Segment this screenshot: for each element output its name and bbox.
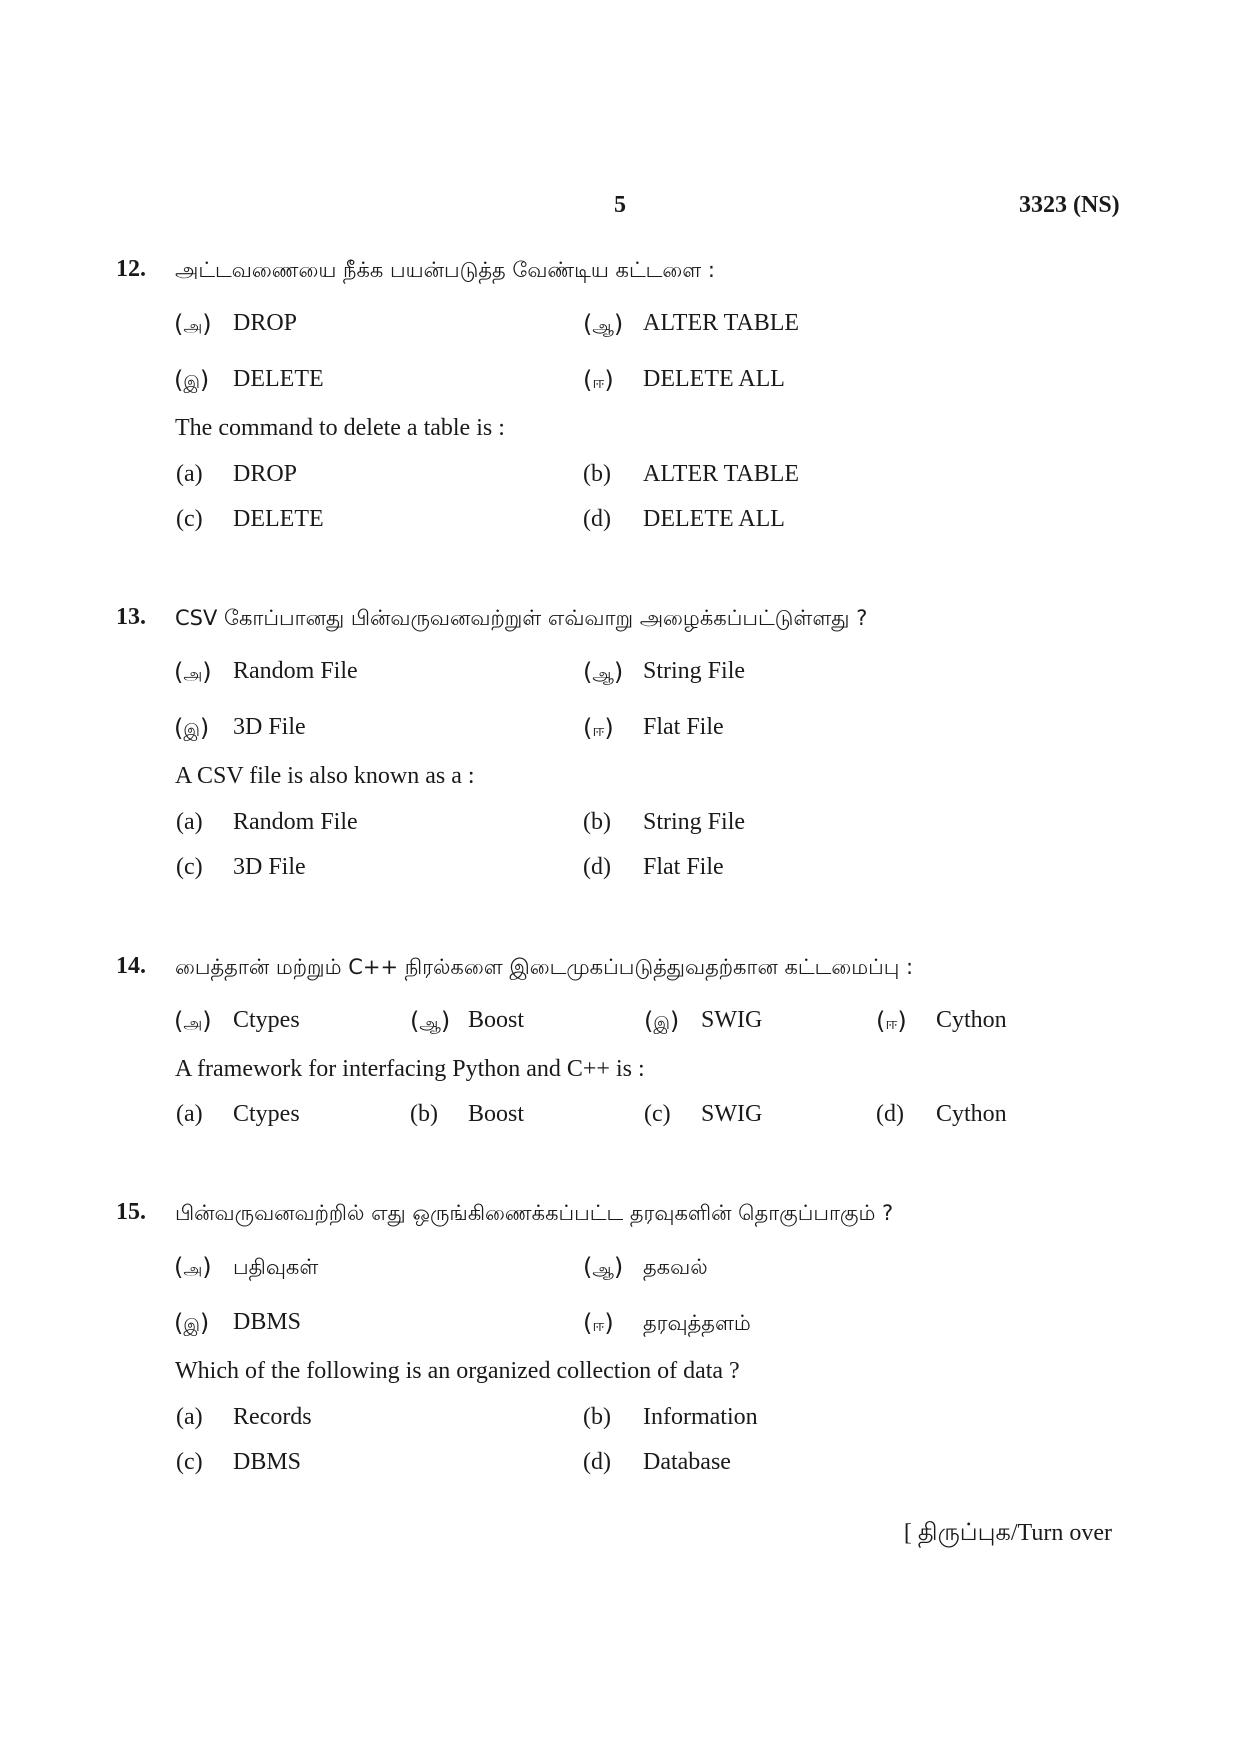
english-label-a: (a) [176,1101,203,1127]
tamil-label-a: (அ) [174,1007,212,1035]
page-number: 5 [614,192,626,218]
english-option-a: Ctypes [233,1101,300,1127]
question-number: 12. [116,256,146,282]
question-number: 13. [116,604,146,630]
tamil-option-b: தகவல் [643,1255,708,1279]
tamil-label-b: (ஆ) [583,310,624,338]
tamil-label-b: (ஆ) [583,1253,624,1281]
tamil-option-b: Boost [468,1007,525,1033]
english-option-b: Information [643,1404,758,1430]
english-option-d: Flat File [643,854,724,880]
tamil-option-d: தரவுத்தளம் [643,1311,751,1335]
tamil-option-d: Flat File [643,714,724,740]
english-option-d: Cython [936,1101,1007,1127]
english-option-a: Random File [233,809,358,835]
english-option-d: Database [643,1449,731,1475]
tamil-label-d: (ஈ) [876,1007,907,1035]
english-label-b: (b) [583,1404,611,1430]
english-option-c: 3D File [233,854,306,880]
english-label-d: (d) [583,1449,611,1475]
tamil-label-a: (அ) [174,1253,212,1281]
english-label-c: (c) [176,854,203,880]
tamil-option-c: DBMS [233,1309,302,1335]
tamil-label-c: (இ) [644,1007,680,1035]
tamil-label-d: (ஈ) [583,366,614,394]
tamil-label-a: (அ) [174,658,212,686]
english-question: A framework for interfacing Python and C++ is : [175,1056,645,1082]
english-label-b: (b) [583,461,611,487]
english-label-c: (c) [644,1101,671,1127]
tamil-option-b: ALTER TABLE [643,310,800,336]
english-label-d: (d) [583,854,611,880]
english-option-c: SWIG [701,1101,763,1127]
question-number: 15. [116,1199,146,1225]
english-question: Which of the following is an organized collection of data ? [175,1358,740,1384]
tamil-label-d: (ஈ) [583,1309,614,1337]
tamil-option-d: Cython [936,1007,1007,1033]
tamil-label-b: (ஆ) [583,658,624,686]
turn-over-note: [ திருப்புக/Turn over [903,1520,1112,1546]
english-label-c: (c) [176,506,203,532]
tamil-option-c: DELETE [233,366,324,392]
english-option-b: Boost [468,1101,525,1127]
paper-code: 3323 (NS) [1019,192,1120,218]
english-label-b: (b) [583,809,611,835]
english-option-b: String File [643,809,746,835]
tamil-option-c: SWIG [701,1007,763,1033]
english-label-b: (b) [410,1101,438,1127]
english-label-d: (d) [583,506,611,532]
tamil-option-b: String File [643,658,746,684]
tamil-label-a: (அ) [174,310,212,338]
tamil-option-d: DELETE ALL [643,366,785,392]
tamil-option-a: பதிவுகள் [233,1255,319,1279]
english-option-c: DBMS [233,1449,302,1475]
english-label-a: (a) [176,1404,203,1430]
english-option-b: ALTER TABLE [643,461,800,487]
tamil-label-d: (ஈ) [583,714,614,742]
english-label-d: (d) [876,1101,904,1127]
english-label-a: (a) [176,461,203,487]
english-option-d: DELETE ALL [643,506,785,532]
english-question: The command to delete a table is : [175,415,505,441]
tamil-question: பின்வருவனவற்றில் எது ஒருங்கிணைக்கப்பட்ட தரவுகளின் தொகுப்பாகும் ? [175,1201,894,1225]
tamil-question: பைத்தான் மற்றும் C++ நிரல்களை இடைமுகப்படுத்துவதற்கான கட்டமைப்பு : [175,955,914,979]
tamil-option-c: 3D File [233,714,306,740]
tamil-option-a: DROP [233,310,298,336]
english-option-a: Records [233,1404,312,1430]
tamil-option-a: Random File [233,658,358,684]
english-label-a: (a) [176,809,203,835]
english-label-c: (c) [176,1449,203,1475]
english-question: A CSV file is also known as a : [175,763,475,789]
english-option-c: DELETE [233,506,324,532]
tamil-label-c: (இ) [174,366,210,394]
tamil-label-c: (இ) [174,714,210,742]
tamil-label-c: (இ) [174,1309,210,1337]
tamil-option-a: Ctypes [233,1007,300,1033]
english-option-a: DROP [233,461,298,487]
tamil-label-b: (ஆ) [410,1007,451,1035]
question-number: 14. [116,953,146,979]
tamil-question: CSV கோப்பானது பின்வருவனவற்றுள் எவ்வாறு அழைக்கப்பட்டுள்ளது ? [175,606,868,630]
tamil-question: அட்டவணையை நீக்க பயன்படுத்த வேண்டிய கட்டளை : [175,258,715,282]
